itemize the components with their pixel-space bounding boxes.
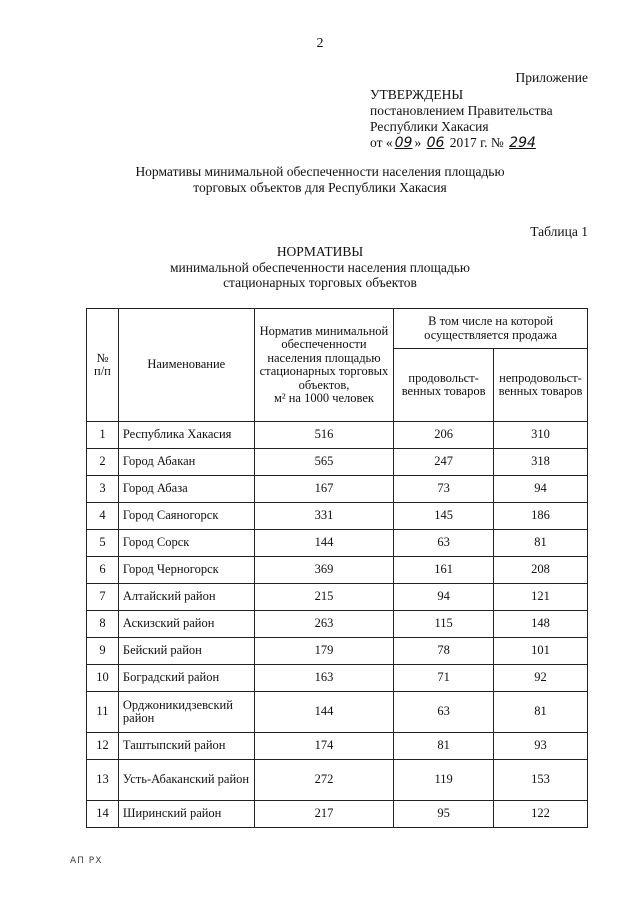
row-nonfood: 318 xyxy=(494,449,588,476)
table-row xyxy=(87,692,588,733)
row-norm: 163 xyxy=(254,665,394,692)
table-row xyxy=(87,611,588,638)
row-nonfood: 208 xyxy=(494,557,588,584)
table-row xyxy=(87,503,588,530)
date-year: 2017 г. № xyxy=(446,135,508,150)
row-name: Город Сорск xyxy=(118,530,254,557)
table-heading xyxy=(0,244,640,291)
row-name: Город Саяногорск xyxy=(118,503,254,530)
row-norm: 331 xyxy=(254,503,394,530)
table-heading-line-2: минимальной обеспеченности населения площадью xyxy=(169,259,471,275)
row-number: 10 xyxy=(87,665,119,692)
row-norm: 174 xyxy=(254,733,394,760)
row-norm: 369 xyxy=(254,557,394,584)
date-day: 09 xyxy=(394,135,413,151)
row-number: 14 xyxy=(87,801,119,828)
row-name: Ширинский район xyxy=(118,801,254,828)
row-name: Алтайский район xyxy=(118,584,254,611)
row-norm: 215 xyxy=(254,584,394,611)
row-number: 6 xyxy=(87,557,119,584)
table-row xyxy=(87,557,588,584)
row-norm: 144 xyxy=(254,692,394,733)
approval-block xyxy=(370,87,553,151)
row-nonfood: 148 xyxy=(494,611,588,638)
row-norm: 263 xyxy=(254,611,394,638)
header-including: В том числе на которой осуществляется продажа xyxy=(394,309,588,349)
row-nonfood: 81 xyxy=(494,692,588,733)
row-food: 115 xyxy=(394,611,494,638)
row-nonfood: 93 xyxy=(494,733,588,760)
row-norm: 217 xyxy=(254,801,394,828)
title-line-1: Нормативы минимальной обеспеченности населения площадью xyxy=(135,164,505,179)
row-number: 5 xyxy=(87,530,119,557)
row-food: 81 xyxy=(394,733,494,760)
row-nonfood: 121 xyxy=(494,584,588,611)
row-number: 13 xyxy=(87,760,119,801)
row-nonfood: 186 xyxy=(494,503,588,530)
header-nonfood: непродовольст-венных товаров xyxy=(494,349,588,422)
row-food: 73 xyxy=(394,476,494,503)
date-prefix: от « xyxy=(370,135,393,150)
row-name: Город Абакан xyxy=(118,449,254,476)
row-food: 206 xyxy=(394,422,494,449)
row-nonfood: 101 xyxy=(494,638,588,665)
table-heading-line-1: НОРМАТИВЫ xyxy=(276,244,364,259)
row-food: 94 xyxy=(394,584,494,611)
row-nonfood: 310 xyxy=(494,422,588,449)
row-food: 145 xyxy=(394,503,494,530)
table-label: Таблица 1 xyxy=(530,224,588,239)
row-name: Бейский район xyxy=(118,638,254,665)
table-row xyxy=(87,476,588,503)
row-name: Город Черногорск xyxy=(118,557,254,584)
table-row xyxy=(87,449,588,476)
row-number: 8 xyxy=(87,611,119,638)
row-number: 1 xyxy=(87,422,119,449)
document-title xyxy=(0,164,640,196)
row-norm: 179 xyxy=(254,638,394,665)
row-name: Боградский район xyxy=(118,665,254,692)
row-name: Город Абаза xyxy=(118,476,254,503)
row-norm: 144 xyxy=(254,530,394,557)
header-number: № п/п xyxy=(87,309,119,422)
decree-number: 294 xyxy=(509,135,536,151)
row-food: 95 xyxy=(394,801,494,828)
row-nonfood: 92 xyxy=(494,665,588,692)
row-number: 12 xyxy=(87,733,119,760)
row-name: Республика Хакасия xyxy=(118,422,254,449)
table-row xyxy=(87,584,588,611)
row-food: 119 xyxy=(394,760,494,801)
row-number: 4 xyxy=(87,503,119,530)
row-nonfood: 153 xyxy=(494,760,588,801)
decree-date-line xyxy=(370,135,553,151)
title-line-2: торговых объектов для Республики Хакасия xyxy=(193,180,447,195)
row-norm: 516 xyxy=(254,422,394,449)
row-norm: 565 xyxy=(254,449,394,476)
row-food: 63 xyxy=(394,530,494,557)
row-food: 63 xyxy=(394,692,494,733)
appendix-label: Приложение xyxy=(515,70,588,85)
header-norm-text: Норматив минимальной обеспеченности населения площадью стационарных торговых объектов, xyxy=(259,323,389,392)
date-mid: » xyxy=(414,135,425,150)
header-norm-unit: м² на 1000 человек xyxy=(273,391,374,405)
row-food: 161 xyxy=(394,557,494,584)
table-row xyxy=(87,638,588,665)
row-nonfood: 94 xyxy=(494,476,588,503)
header-norm xyxy=(254,309,394,422)
page-number: 2 xyxy=(316,36,324,51)
row-nonfood: 81 xyxy=(494,530,588,557)
row-name: Усть-Абаканский район xyxy=(118,760,254,801)
decree-line: постановлением Правительства xyxy=(370,103,553,118)
row-food: 71 xyxy=(394,665,494,692)
date-month: 06 xyxy=(426,135,445,151)
row-name: Орджоникидзевский район xyxy=(118,692,254,733)
row-nonfood: 122 xyxy=(494,801,588,828)
row-number: 2 xyxy=(87,449,119,476)
row-name: Аскизский район xyxy=(118,611,254,638)
header-food: продовольст-венных товаров xyxy=(394,349,494,422)
norms-table xyxy=(86,308,588,828)
table-row xyxy=(87,733,588,760)
table-row xyxy=(87,760,588,801)
row-food: 247 xyxy=(394,449,494,476)
table-row xyxy=(87,422,588,449)
row-number: 9 xyxy=(87,638,119,665)
republic-line: Республики Хакасия xyxy=(370,119,489,134)
table-heading-line-3: стационарных торговых объектов xyxy=(223,275,417,290)
approved-label: УТВЕРЖДЕНЫ xyxy=(370,87,464,102)
row-norm: 167 xyxy=(254,476,394,503)
row-number: 3 xyxy=(87,476,119,503)
row-norm: 272 xyxy=(254,760,394,801)
footer-mark: АП РХ xyxy=(70,856,103,866)
row-number: 11 xyxy=(87,692,119,733)
row-number: 7 xyxy=(87,584,119,611)
table-row xyxy=(87,801,588,828)
table-row xyxy=(87,665,588,692)
row-food: 78 xyxy=(394,638,494,665)
header-name: Наименование xyxy=(118,309,254,422)
table-row xyxy=(87,530,588,557)
row-name: Таштыпский район xyxy=(118,733,254,760)
